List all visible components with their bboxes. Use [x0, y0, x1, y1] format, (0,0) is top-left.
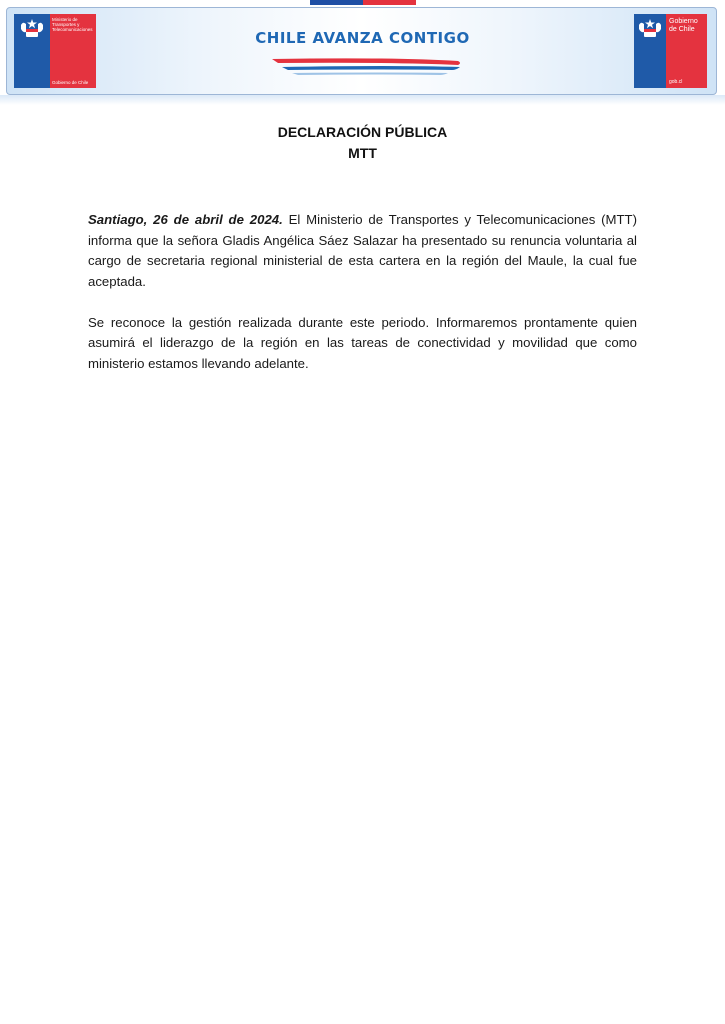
paragraph-1-text: El Ministerio de Transportes y Telecomunicaciones (MTT) informa que la señora Gladis Angélica Sáez Salazar ha presentado su renuncia voluntaria al cargo de secretaria regional ministerial de esta cartera en la región del Maule, la cual fue aceptada. [88, 212, 637, 289]
swoosh-icon [272, 55, 464, 77]
gobierno-title: Gobierno de Chile [669, 18, 698, 33]
ministry-logo-red-panel [50, 14, 96, 88]
paragraph-1 [88, 210, 637, 292]
gobierno-logo [634, 14, 707, 88]
document-title-line-1: DECLARACIÓN PÚBLICA [277, 124, 448, 140]
ministry-logo-blue-panel [14, 14, 50, 88]
ministry-logo [14, 14, 96, 88]
slogan: CHILE AVANZA CONTIGO [255, 29, 470, 47]
dateline: Santiago, 26 de abril de 2024. [88, 212, 283, 227]
ministry-footer: Gobierno de Chile [52, 80, 89, 85]
header-banner [6, 7, 717, 95]
document-title [0, 122, 725, 164]
accent-blue [310, 0, 363, 5]
document-body [88, 210, 637, 395]
paragraph-2: Se reconoce la gestión realizada durante este periodo. Informaremos prontamente quien asumirá el liderazgo de la región en las tareas de conectividad y movilidad que como ministerio estamos llevando adelante. [88, 314, 637, 371]
banner-shadow [0, 95, 725, 105]
ministry-name: Ministerio de Transportes y Telecomunicaciones [52, 17, 93, 32]
coat-of-arms-icon [636, 17, 664, 39]
document-title-line-2: MTT [348, 145, 377, 161]
gobierno-logo-red-panel [666, 14, 707, 88]
gobierno-site: gob.cl [669, 79, 683, 85]
accent-red [363, 0, 416, 5]
gobierno-logo-blue-panel [634, 14, 666, 88]
top-accent-stripe [310, 0, 416, 5]
